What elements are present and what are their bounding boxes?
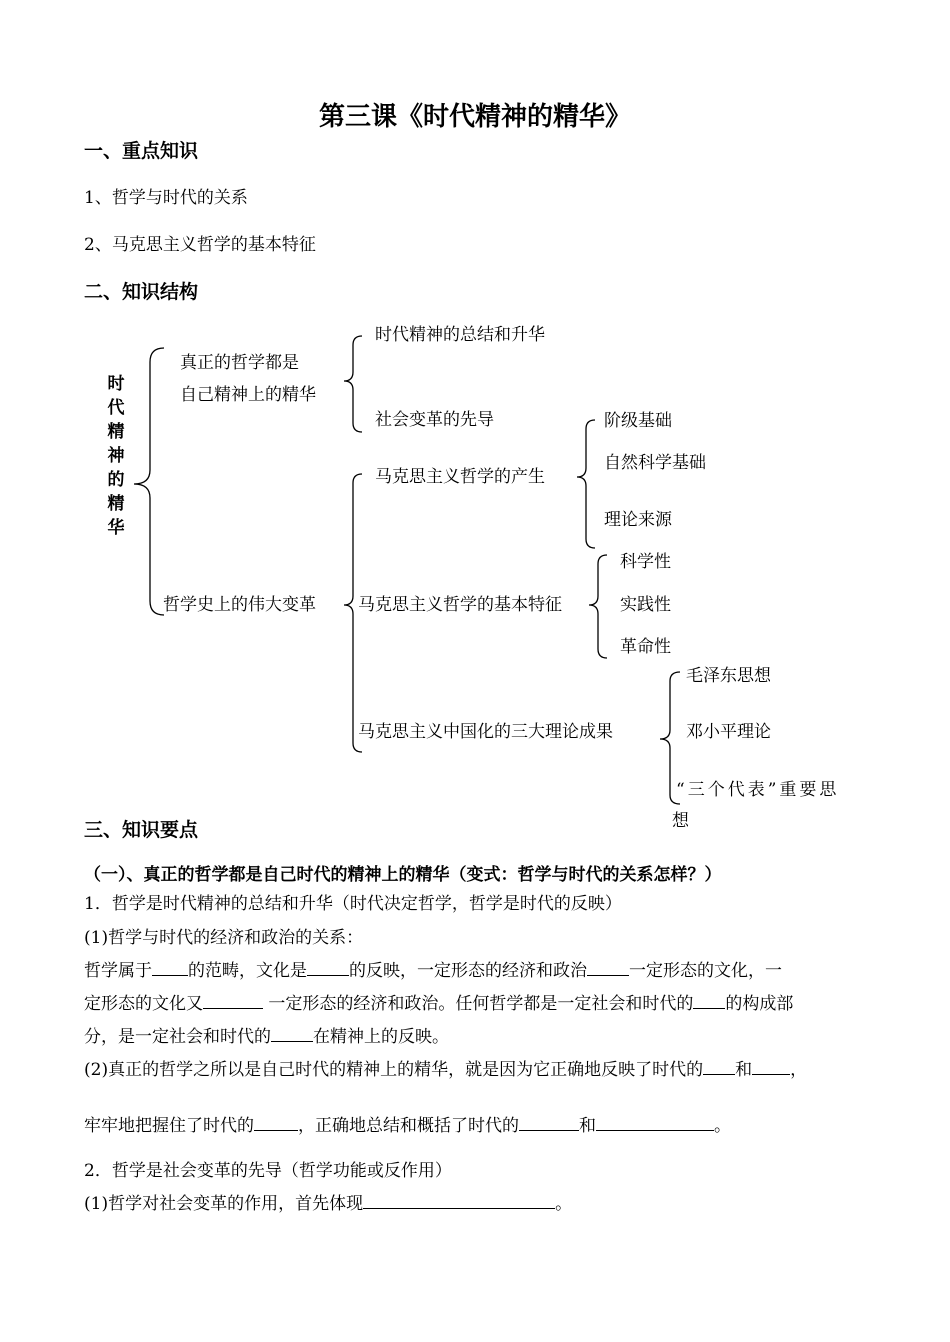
blank-field[interactable] [152,957,188,976]
point1-sub2-line1 [84,1054,884,1086]
blank-field[interactable] [693,990,725,1009]
origin-child-1: 阶级基础 [604,411,672,431]
blank-field[interactable] [752,1056,790,1075]
achievement-mao: 毛泽东思想 [686,666,771,686]
blank-field[interactable] [519,1112,579,1131]
origin-child-3: 理论来源 [604,510,672,530]
fill-para-line1 [84,955,884,987]
origin-node: 马克思主义哲学的产生 [375,467,545,487]
blank-field[interactable] [203,990,263,1009]
achievement-deng: 邓小平理论 [686,722,771,742]
blank-field[interactable] [363,1190,555,1209]
fill-para-line2 [84,988,884,1020]
fill-para-line3 [84,1021,884,1053]
feature-scientific: 科学性 [620,552,671,572]
branch2-label: 哲学史上的伟大变革 [163,595,316,615]
para-text: 哲学属于 [84,961,152,981]
para-text: (2)真正的哲学之所以是自己时代的精神上的精华，就是因为它正确地反映了时代的 [84,1060,704,1080]
para-text: 和 [735,1060,753,1080]
key-point-2: 2、马克思主义哲学的基本特征 [84,235,316,255]
origin-child-2: 自然科学基础 [604,453,706,473]
para-text: ，正确地总结和概括了时代的 [298,1116,519,1136]
para-text: 的范畴，文化是 [188,961,307,981]
feature-practical: 实践性 [620,595,671,615]
features-brace [589,555,607,658]
root-brace [134,348,164,615]
para-text: 一定形态的经济和政治。任何哲学都是一定社会和时代的 [263,994,694,1014]
para-text: 定形态的文化又 [84,994,203,1014]
origin-brace [577,420,595,548]
feature-revolutionary: 革命性 [620,637,671,657]
point2-title: 2．哲学是社会变革的先导（哲学功能或反作用） [84,1161,452,1181]
features-node: 马克思主义哲学的基本特征 [358,595,562,615]
page-title: 第三课《时代精神的精华》 [318,102,631,132]
para-text: 和 [579,1116,596,1136]
branch1-label-line2: 自己精神上的精华 [180,385,316,405]
para-text: 。 [714,1116,731,1136]
point2-sub1 [84,1188,884,1220]
branch1-brace [344,336,362,432]
blank-field[interactable] [254,1112,298,1131]
para-text: 一定形态的文化，一 [629,961,782,981]
para-text: 。 [555,1194,573,1214]
achievement-three-represents: “三个代表”重要思 [676,780,840,800]
blank-field[interactable] [307,957,349,976]
point1-title: 1．哲学是时代精神的总结和升华（时代决定哲学，哲学是时代的反映） [84,894,622,914]
tree-root-label: 时代精神的精华 [107,374,125,538]
para-text: 的构成部 [725,994,794,1014]
achievements-node: 马克思主义中国化的三大理论成果 [358,722,613,742]
blank-field[interactable] [587,957,629,976]
branch1-child-1: 时代精神的总结和升华 [375,325,545,345]
branch1-child-2: 社会变革的先导 [375,410,494,430]
point1-sub2-line2 [84,1110,884,1142]
point1-sub1: (1)哲学与时代的经济和政治的关系： [84,928,364,948]
section-heading-structure: 二、知识结构 [84,281,199,303]
para-text: 在精神上的反映。 [313,1027,449,1047]
achievement-three-represents-wrap: 想 [672,811,689,831]
para-text: 分，是一定社会和时代的 [84,1027,271,1047]
section-heading-key-knowledge: 一、重点知识 [84,140,199,162]
section-heading-points: 三、知识要点 [84,819,199,841]
part1-heading: （一）、真正的哲学都是自己时代的精神上的精华（变式：哲学与时代的关系怎样？） [84,865,722,885]
blank-field[interactable] [703,1056,735,1075]
para-text: 牢牢地把握住了时代的 [84,1116,254,1136]
blank-field[interactable] [596,1112,714,1131]
key-point-1: 1、哲学与时代的关系 [84,188,248,208]
blank-field[interactable] [271,1023,313,1042]
para-text: (1)哲学对社会变革的作用，首先体现 [84,1194,364,1214]
para-text: ， [790,1060,808,1080]
branch1-label-line1: 真正的哲学都是 [180,353,299,373]
para-text: 的反映，一定形态的经济和政治 [349,961,587,981]
